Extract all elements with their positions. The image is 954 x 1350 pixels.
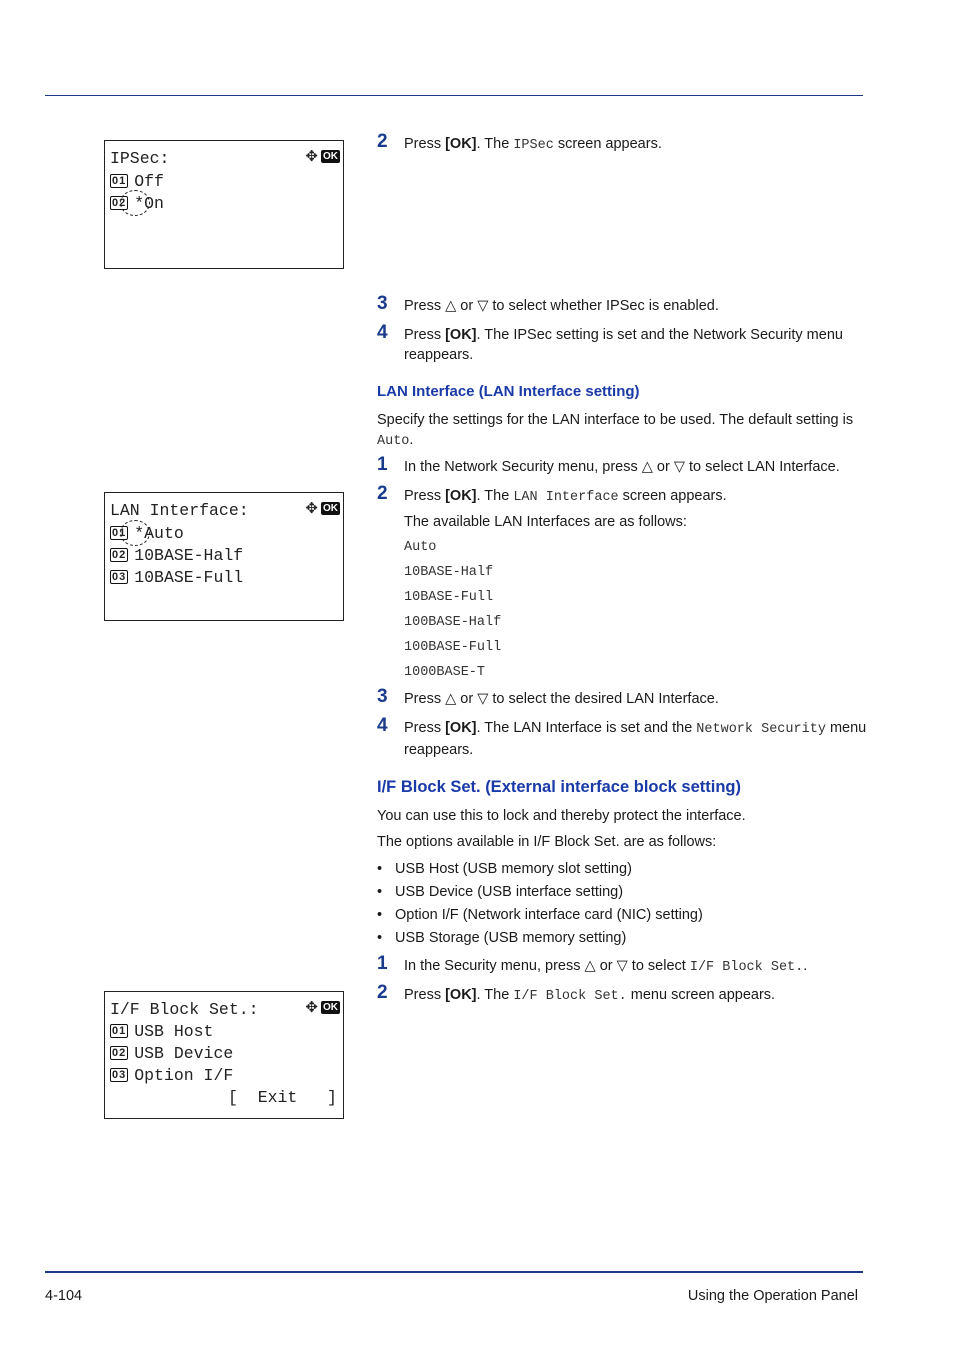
if-block-para-2: The options available in I/F Block Set. are as follows: — [377, 834, 717, 850]
option-label: USB Device — [134, 1044, 234, 1063]
option-option-if — [110, 1066, 233, 1086]
step-number: 3 — [377, 686, 388, 707]
lan-option-item: 1000BASE-T — [404, 665, 486, 680]
ok-key-icon: OK — [323, 1001, 338, 1013]
step-text: Press △ or ▽ to select whether IPSec is enabled. — [404, 298, 719, 314]
if-block-bullet: • USB Host (USB memory slot setting) — [377, 859, 632, 879]
step-text: . The — [476, 987, 514, 1003]
step-text: In the Security menu, press △ or ▽ to select — [404, 958, 690, 974]
option-usb-host — [110, 1022, 213, 1042]
option-label: USB Host — [134, 1022, 214, 1041]
if-block-bullet: • Option I/F (Network interface card (NIC) setting) — [377, 905, 703, 925]
ok-key-label: [OK] — [445, 327, 477, 343]
navigation-arrows-icon: ✥ — [305, 998, 318, 1016]
option-usb-device — [110, 1044, 233, 1064]
screen-title: IPSec: — [110, 149, 170, 168]
step-text: Press — [404, 720, 446, 736]
ok-key-label: [OK] — [445, 136, 477, 152]
step-text: Press △ or ▽ to select the desired LAN Interface. — [404, 691, 719, 707]
step-text: screen appears. — [553, 136, 662, 152]
if-block-bullet: • USB Storage (USB memory setting) — [377, 928, 626, 948]
option-label: *On — [134, 194, 164, 213]
option-off — [110, 172, 164, 192]
step-number: 2 — [377, 982, 388, 1003]
header-rule — [45, 95, 863, 96]
option-number-icon: 01 — [112, 527, 127, 539]
option-10base-full — [110, 568, 243, 588]
intro-text: . — [409, 432, 414, 448]
step-text: screen appears. — [618, 488, 727, 504]
screen-name: I/F Block Set. — [513, 989, 627, 1004]
step-text: Press — [404, 987, 446, 1003]
screen-icons — [305, 1000, 340, 1014]
available-lan-interfaces-text: The available LAN Interfaces are as follows: — [404, 514, 687, 530]
step-number: 1 — [377, 454, 388, 475]
ipsec-step-3 — [377, 293, 867, 316]
option-label: Option I/F — [134, 1066, 234, 1085]
screen-icons — [305, 149, 340, 163]
if-block-screen — [104, 991, 344, 1119]
lan-interface-heading: LAN Interface (LAN Interface setting) — [377, 383, 640, 400]
step-text: menu screen appears. — [626, 987, 776, 1003]
option-number-icon: 02 — [112, 197, 127, 209]
lan-option-item: 10BASE-Half — [404, 565, 494, 580]
if-block-heading: I/F Block Set. (External interface block setting) — [377, 778, 742, 796]
exit-softkey: [ Exit ] — [228, 1088, 337, 1107]
intro-text: Specify the settings for the LAN interface to be used. The default setting is — [377, 412, 854, 428]
ipsec-step-2 — [377, 131, 867, 156]
option-number-icon: 03 — [112, 571, 127, 583]
step-text: . The IPSec setting is set and the Network Security menu reappears. — [404, 327, 843, 363]
screen-name: LAN Interface — [513, 490, 619, 505]
menu-name: Network Security — [696, 722, 826, 737]
lan-option-item: 100BASE-Half — [404, 615, 502, 630]
option-label: 10BASE-Full — [134, 568, 244, 587]
ok-key-icon: OK — [323, 502, 338, 514]
option-number-icon: 01 — [112, 175, 127, 187]
lan-step-1 — [377, 454, 867, 477]
screen-title: LAN Interface: — [110, 501, 249, 520]
step-number: 3 — [377, 293, 388, 314]
step-number: 1 — [377, 953, 388, 974]
ok-key-label: [OK] — [445, 488, 477, 504]
step-text: . The — [476, 488, 514, 504]
option-label: Off — [134, 172, 164, 191]
option-number-icon: 03 — [112, 1069, 127, 1081]
if-block-step-1 — [377, 953, 867, 978]
step-number: 4 — [377, 715, 388, 736]
selection-cursor-icon — [120, 190, 150, 216]
footer-rule — [45, 1271, 863, 1273]
ok-key-label: [OK] — [445, 720, 477, 736]
lan-option-item: 100BASE-Full — [404, 640, 502, 655]
lan-interface-screen — [104, 492, 344, 621]
ok-key-label: [OK] — [445, 987, 477, 1003]
step-text: menu reappears. — [404, 720, 867, 758]
lan-interface-intro — [377, 410, 867, 452]
page-number: 4-104 — [45, 1288, 83, 1304]
ipsec-step-4 — [377, 322, 867, 365]
navigation-arrows-icon: ✥ — [305, 499, 318, 517]
if-block-bullet: • USB Device (USB interface setting) — [377, 882, 623, 902]
ipsec-screen — [104, 140, 344, 269]
option-number-icon: 02 — [112, 549, 127, 561]
step-text: In the Network Security menu, press △ or ▽ to select LAN Interface. — [404, 459, 840, 475]
step-text: Press — [404, 488, 446, 504]
step-number: 2 — [377, 483, 388, 504]
step-number: 2 — [377, 131, 388, 152]
ok-key-icon: OK — [323, 150, 338, 162]
lan-step-4 — [377, 715, 867, 760]
screen-title: I/F Block Set.: — [110, 1000, 259, 1019]
lan-option-item: Auto — [404, 540, 437, 555]
menu-name: I/F Block Set. — [689, 960, 804, 975]
navigation-arrows-icon: ✥ — [305, 147, 318, 165]
lan-step-2 — [377, 483, 867, 508]
option-label: *Auto — [134, 524, 184, 543]
step-text: . — [803, 958, 808, 974]
option-number-icon: 02 — [112, 1047, 127, 1059]
option-label: 10BASE-Half — [134, 546, 244, 565]
option-10base-half — [110, 546, 243, 566]
if-block-step-2 — [377, 982, 867, 1007]
step-text: . The — [476, 136, 514, 152]
option-number-icon: 01 — [112, 1025, 127, 1037]
screen-icons — [305, 501, 340, 515]
step-text: . The LAN Interface is set and the — [476, 720, 697, 736]
default-value: Auto — [377, 434, 410, 449]
step-number: 4 — [377, 322, 388, 343]
lan-option-item: 10BASE-Full — [404, 590, 494, 605]
lan-step-3 — [377, 686, 867, 709]
step-text: Press — [404, 136, 446, 152]
screen-name: IPSec — [513, 138, 554, 153]
step-text: Press — [404, 327, 446, 343]
section-title: Using the Operation Panel — [687, 1288, 858, 1304]
if-block-para-1: You can use this to lock and thereby protect the interface. — [377, 808, 746, 824]
selection-cursor-icon — [120, 520, 150, 546]
